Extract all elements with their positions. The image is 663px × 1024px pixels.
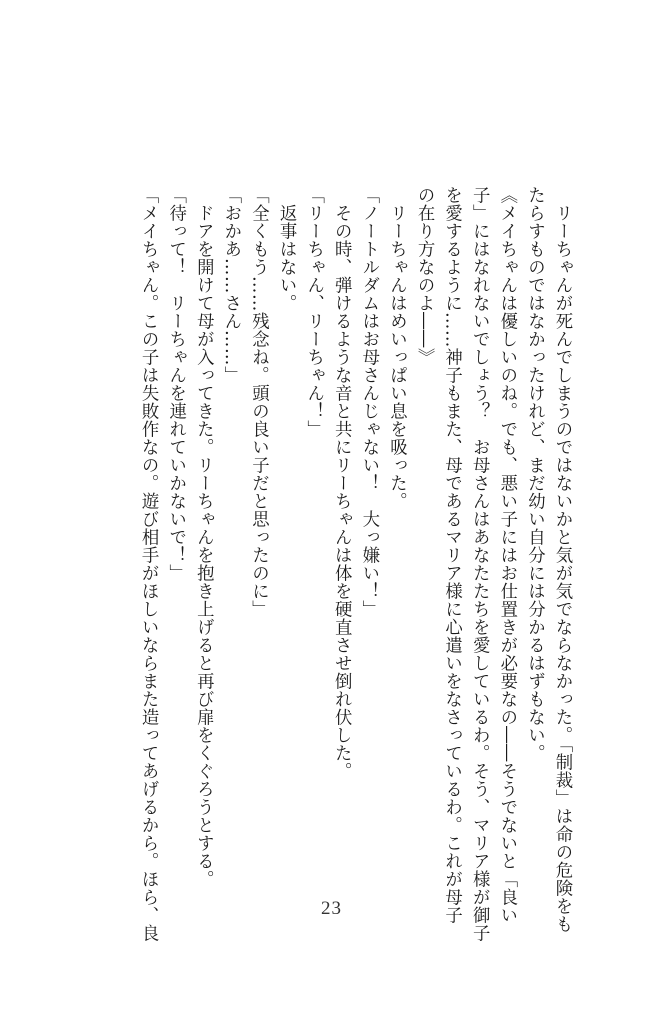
text-line: を愛するように……神子もまた、母であるマリア様に心遣いをなさっているわ。これが母子 <box>441 186 462 924</box>
text-line: 「リーちゃん、リーちゃん！」 <box>303 186 324 438</box>
page-number: 23 <box>321 898 342 919</box>
text-line: 「全くもう……残念ね。頭の良い子だと思ったのに」 <box>248 186 269 618</box>
text-line: 「おかあ……さん……」 <box>220 186 241 384</box>
text-line: 子」にはなれないでしょう？ お母さんはあなたたちを愛しているわ。そう、マリア様が御子 <box>469 186 490 942</box>
text-line: その時、弾けるような音と共にリーちゃんは体を硬直させ倒れ伏した。 <box>331 186 352 780</box>
text-line: 「ノートルダムはお母さんじゃない！ 大っ嫌い！」 <box>358 186 379 618</box>
text-line: の在り方なのよ――》 <box>414 186 435 366</box>
text-line: 返事はない。 <box>276 186 297 312</box>
text-line: 「メイちゃん。この子は失敗作なの。遊び相手がほしいならまた造ってあげるから。ほら、良 <box>138 186 159 942</box>
text-line: 《メイちゃんは優しいのね。でも、悪い子にはお仕置きが必要なの――そうでないと「良い <box>496 186 517 924</box>
text-line: 「待って！ リーちゃんを連れていかないで！」 <box>165 186 186 582</box>
text-line: たらすものではなかったけれど、まだ幼い自分には分かるはずもない。 <box>524 186 545 762</box>
text-line: ドアを開けて母が入ってきた。リーちゃんを抱き上げると再び扉をくぐろうとする。 <box>193 186 214 888</box>
text-line: リーちゃんはめいっぱい息を吸った。 <box>386 186 407 510</box>
text-line: リーちゃんが死んでしまうのではないかと気が気でならなかった。「制裁」は命の危険をも <box>552 186 572 934</box>
